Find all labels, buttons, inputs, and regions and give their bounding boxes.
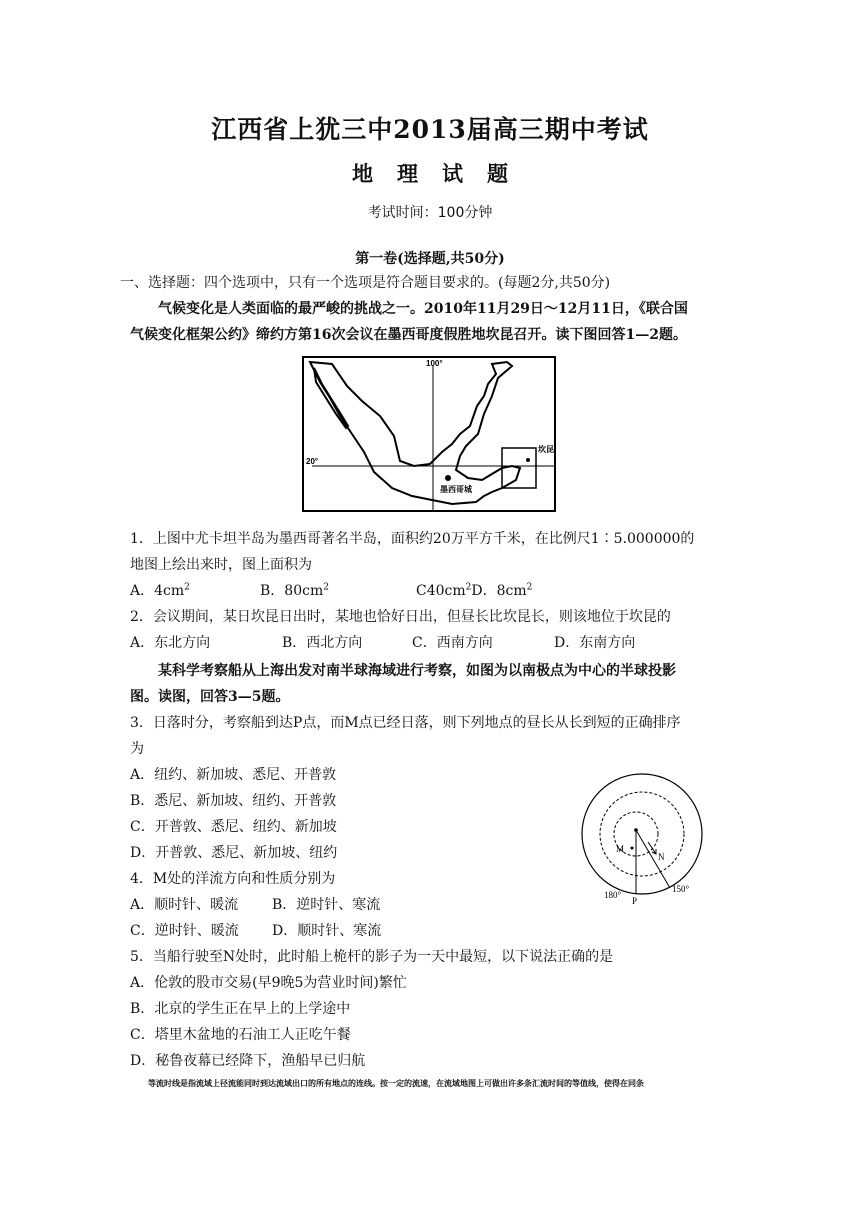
lon180-label: 180° xyxy=(604,890,622,900)
p-label: P xyxy=(632,896,638,906)
capital-marker xyxy=(445,475,451,481)
intro1-line1: 气候变化是人类面临的最严峻的挑战之一。2010年11月29日～12月11日，《联合国 xyxy=(158,301,688,317)
q3-option-a: A．纽约、新加坡、悉尼、开普敦 xyxy=(130,767,337,783)
q4-option-b: B．逆时针、寒流 xyxy=(272,897,381,913)
dashed-circle-outer xyxy=(600,792,684,876)
exam-title: 江西省上犹三中2013届高三期中考试 xyxy=(211,115,649,144)
q2-option-d: D．东南方向 xyxy=(554,635,636,651)
cancun-label: 坎昆 xyxy=(538,445,554,454)
footer-text: 等流时线是指流域上径流能同时到达流域出口的所有地点的连线。按一定的流速，在流域地图上可做出许多条汇流时间的等值线，使得在同条 xyxy=(148,1078,644,1088)
q5-option-a: A．伦敦的股市交易(早9晚5为营业时间)繁忙 xyxy=(130,975,407,991)
q5-option-d: D．秘鲁夜幕已经降下，渔船早已归航 xyxy=(130,1053,366,1069)
intro2-line2: 图。读图，回答3—5题。 xyxy=(130,689,290,705)
q4-stem: 4．M处的洋流方向和性质分别为 xyxy=(130,871,336,887)
q4-options-row2 xyxy=(130,920,381,940)
q3-line2: 为 xyxy=(130,741,144,757)
polar-diagram xyxy=(574,770,714,910)
q1-line2: 地图上绘出来时，图上面积为 xyxy=(130,557,312,573)
q4-option-d: D．顺时针、寒流 xyxy=(272,923,382,939)
q3-option-c: C．开普敦、悉尼、纽约、新加坡 xyxy=(130,819,337,835)
q2-option-b: B．西北方向 xyxy=(282,635,363,651)
q1-line1: 1．上图中尤卡坦半岛为墨西哥著名半岛，面积约20万平方千米，在比例尺1∶5.000000的 xyxy=(130,531,695,547)
q1-option-d: D．$8cm^2$ xyxy=(471,582,533,599)
mexico-map xyxy=(302,356,556,512)
intro1-line2: 气候变化框架公约》缔约方第16次会议在墨西哥度假胜地坎昆召开。读下图回答1—2题。 xyxy=(130,327,687,343)
exam-time: 考试时间：100分钟 xyxy=(367,205,493,221)
meridian-150 xyxy=(636,830,670,888)
mexico-outline xyxy=(310,362,520,504)
exam-subtitle xyxy=(0,158,860,188)
lon150-label: 150° xyxy=(672,884,690,894)
q4-options-row1 xyxy=(130,894,380,914)
intro2-line1: 某科学考察船从上海出发对南半球海域进行考察，如图为以南极点为中心的半球投影 xyxy=(158,663,676,679)
q5-option-c: C．塔里木盆地的石油工人正吃午餐 xyxy=(130,1027,351,1043)
q1-option-b: B．$80cm^2$ xyxy=(260,582,329,599)
section-heading: 第一卷(选择题,共50分) xyxy=(355,251,505,267)
q1-options xyxy=(130,580,532,600)
q3-line1: 3．日落时分，考察船到达P点，而M点已经日落，则下列地点的昼长从长到短的正确排序 xyxy=(130,715,681,731)
subtitle-char: 试 xyxy=(442,161,463,186)
subtitle-char: 地 xyxy=(352,161,373,186)
capital-label: 墨西哥城 xyxy=(440,485,472,494)
q5-stem: 5．当船行驶至N处时，此时船上桅杆的影子为一天中最短，以下说法正确的是 xyxy=(130,949,614,965)
q2-option-a: A．东北方向 xyxy=(130,635,211,651)
q1-option-a: A．$4cm^2$ xyxy=(130,582,190,599)
q1-option-c: $C40cm^2$ xyxy=(416,582,472,599)
q3-option-b: B．悉尼、新加坡、纽约、开普敦 xyxy=(130,793,337,809)
q2-option-c: C．西南方向 xyxy=(412,635,493,651)
q4-option-c: C．逆时针、暖流 xyxy=(130,923,239,939)
cancun-marker xyxy=(526,458,530,462)
q4-option-a: A．顺时针、暖流 xyxy=(130,897,239,913)
q5-option-b: B．北京的学生正在早上的上学途中 xyxy=(130,1001,351,1017)
subtitle-char: 题 xyxy=(487,161,508,186)
subtitle-char: 理 xyxy=(397,161,418,186)
m-point xyxy=(631,847,634,850)
lat-label: 20° xyxy=(306,457,319,466)
baja-peninsula xyxy=(314,368,348,428)
q2-stem: 2．会议期间，某日坎昆日出时，某地也恰好日出，但昼长比坎昆长，则该地位于坎昆的 xyxy=(130,609,671,625)
q3-option-d: D．开普敦、悉尼、新加坡、纽约 xyxy=(130,845,338,861)
lon-label: 100° xyxy=(426,359,443,368)
n-label: N xyxy=(658,852,665,862)
m-label: M xyxy=(616,844,625,854)
instruction: 一、选择题：四个选项中，只有一个选项是符合题目要求的。(每题2分,共50分) xyxy=(120,275,611,291)
q2-options xyxy=(130,632,635,652)
